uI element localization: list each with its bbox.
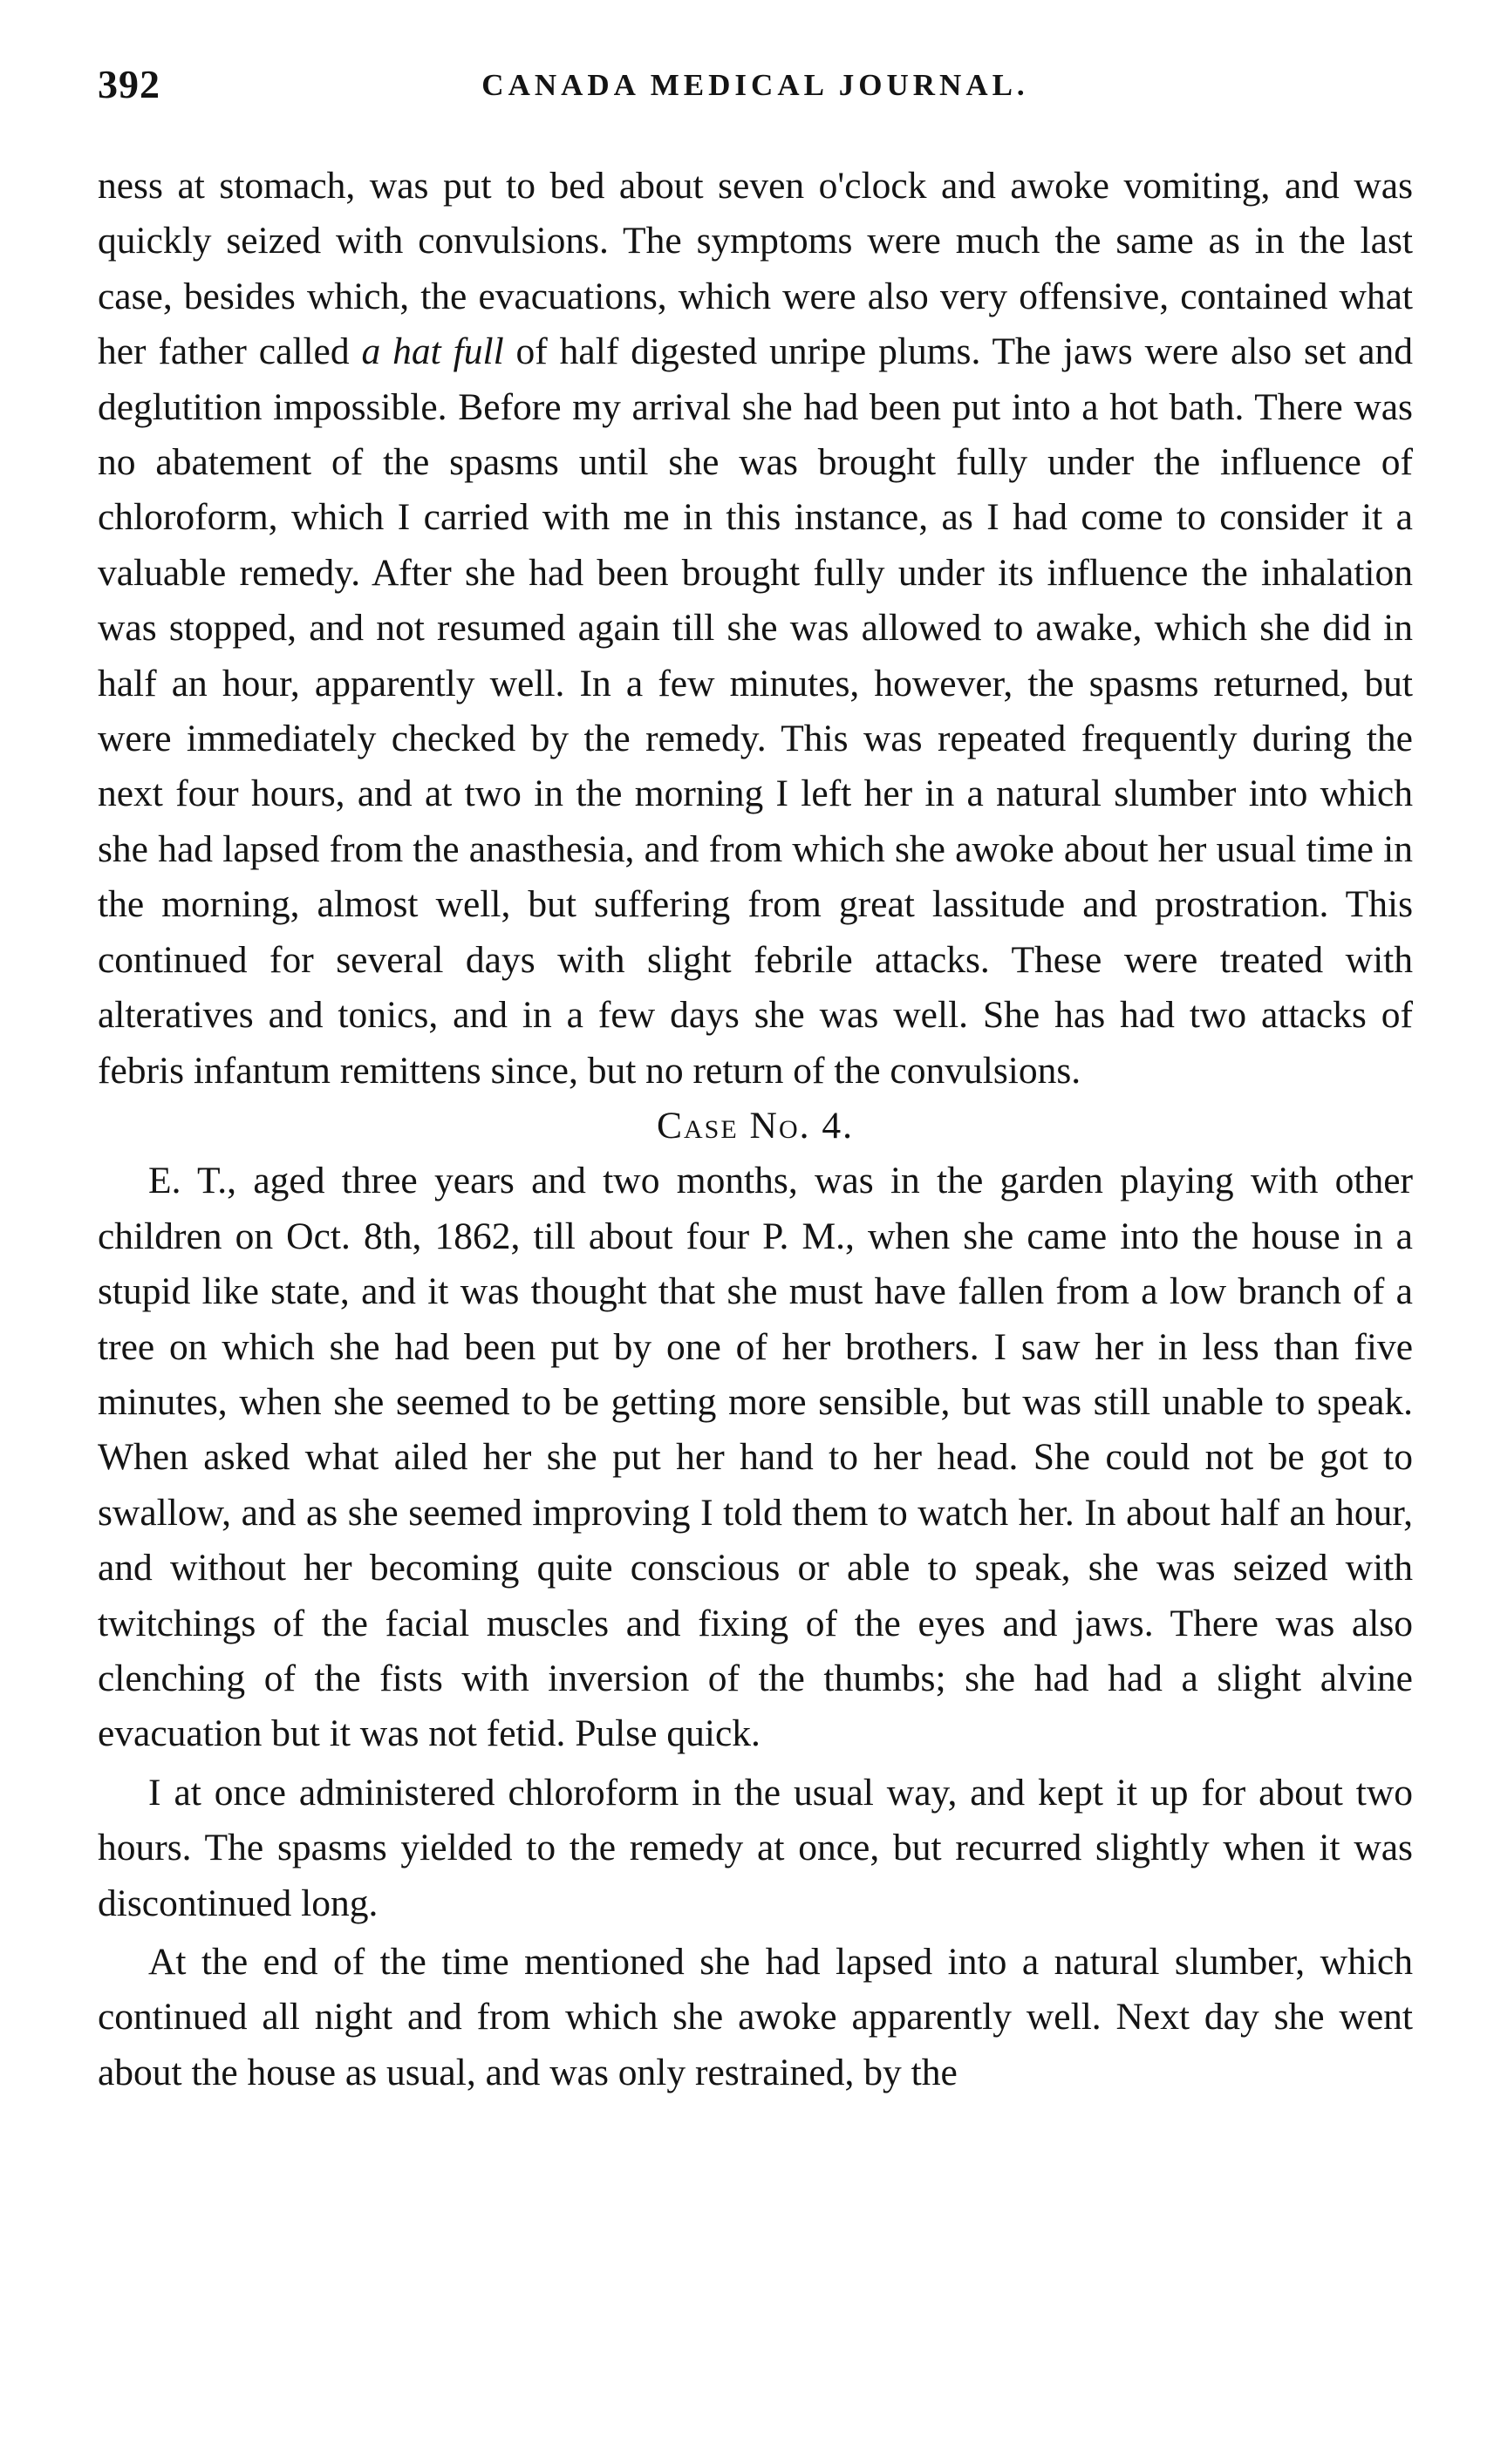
paragraph-1-text-start: ness at stomach, was put to bed about seven o'clock and awoke vomiting, and was quickly seized with convulsions. The symptoms were much the same as in the last case, besides which, the evacuations, which were also very offensive, contained what her father called (98, 165, 1413, 373)
body-text (98, 159, 1413, 2100)
paragraph-outcome: At the end of the time mentioned she had lapsed into a natural slumber, which continued all night and from which she awoke apparently well. Next day she went about the house as usual, and was only restrained, by the (98, 1941, 1413, 2093)
paragraph-case-4: E. T., aged three years and two months, was in the garden playing with other children on Oct. 8th, 1862, till about four P. M., when she came into the house in a stupid like state, and it was thought that she must have fallen from a low branch of a tree on which she had been put by one of her brothers. I saw her in less than five minutes, when she seemed to be getting more sensible, but was still unable to speak. When asked what ailed her she put her hand to her head. She could not be got to swallow, and as she seemed improving I told them to watch her. In about half an hour, and without her becoming quite conscious or able to speak, she was seized with twitchings of the facial muscles and fixing of the eyes and jaws. There was also clenching of the fists with inversion of the thumbs; she had had a slight alvine evacuation but it was not fetid. Pulse quick. (98, 1160, 1413, 1755)
page-number: 392 (98, 62, 160, 106)
paragraph-1-text-end: of half digested unripe plums. The jaws were also set and deglutition impossible. Before my arrival she had been put into a hot bath. There was no abatement of the spasms until she was brought fully under the influence of chloroform, which I carried with me in this instance, as I had come to consider it a valuable remedy. After she had been brought fully under its influence the inhalation was stopped, and not resumed again till she was allowed to awake, which she did in half an hour, apparently well. In a few minutes, however, the spasms returned, but were immediately checked by the remedy. This was repeated frequently during the next four hours, and at two in the morning I left her in a natural slumber into which she had lapsed from the anasthesia, and from which she awoke about her usual time in the morning, almost well, but suffering from great lassitude and prostration. This continued for several days with slight febrile attacks. These were treated with alteratives and tonics, and in a few days she was well. She has had two attacks of febris infantum remittens since, but no return of the convulsions. (98, 330, 1414, 1092)
page-header (98, 61, 1413, 113)
paragraph-1-italic-phrase: a hat full (361, 330, 504, 373)
running-title: CANADA MEDICAL JOURNAL. (481, 68, 1029, 102)
case-heading: Case No. 4. (656, 1104, 855, 1147)
paragraph-continuation (98, 159, 1413, 1099)
paragraph-treatment: I at once administered chloroform in the usual way, and kept it up for about two hours. The spasms yielded to the remedy at once, but recurred slightly when it was discontinued long. (98, 1771, 1413, 1924)
